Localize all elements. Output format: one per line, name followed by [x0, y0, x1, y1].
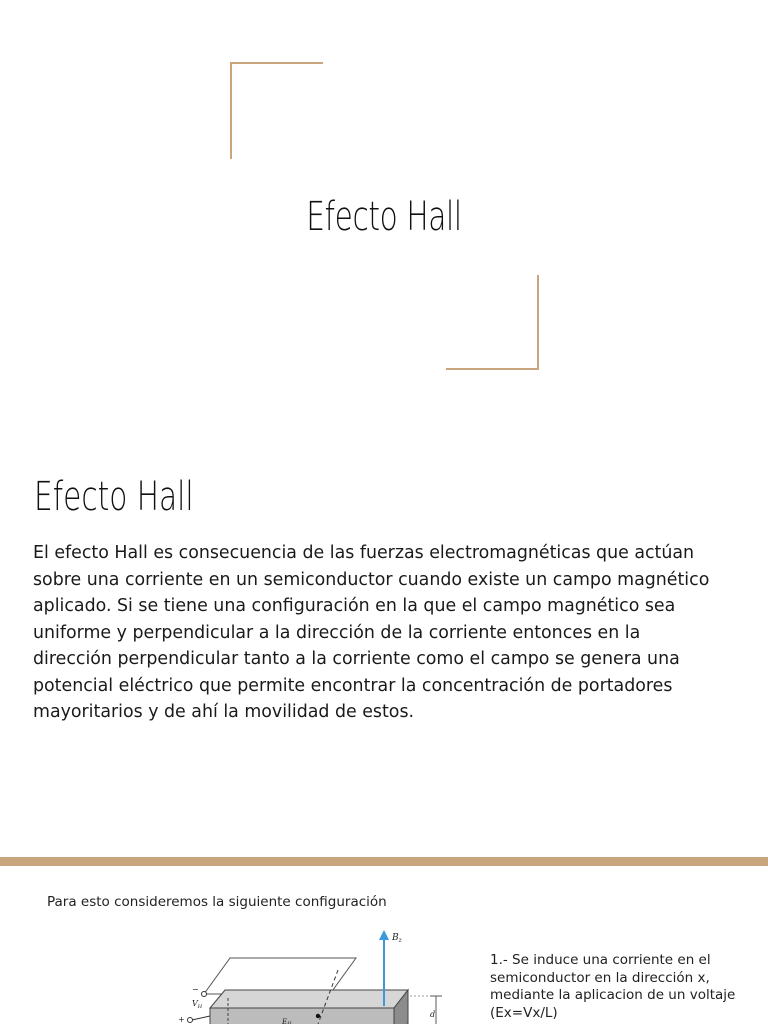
title-slide — [0, 0, 768, 420]
corner-frame-bottom-right — [446, 275, 539, 370]
paragraph-line: dirección perpendicular tanto a la corriente como el campo se genera una — [33, 649, 680, 669]
paragraph-line: mayoritarios y de ahí la movilidad de estos. — [33, 702, 415, 722]
diagram-slide — [0, 866, 768, 1024]
section-heading: Efecto Hall — [34, 474, 194, 520]
corner-frame-top-left — [230, 62, 323, 159]
slide-divider-bar — [0, 857, 768, 866]
slide-title: Efecto Hall — [306, 194, 462, 240]
paragraph-line: sobre una corriente en un semiconductor cuando existe un campo magnético — [33, 569, 710, 590]
paragraph-line: El efecto Hall es consecuencia de las fuerzas electromagnéticas que actúan — [33, 543, 695, 563]
semiconductor-front-face — [210, 1008, 394, 1024]
label-d: d — [430, 1010, 436, 1019]
note-line: 1.- Se induce una corriente en el — [490, 952, 711, 968]
hall-point — [316, 1014, 320, 1018]
paragraph-line: potencial eléctrico que permite encontrar la concentración de portadores — [33, 675, 673, 696]
label-bz: $B_z$ — [392, 933, 402, 944]
note-line: mediante la aplicacion de un voltaje — [490, 987, 736, 1003]
body-paragraph — [33, 540, 733, 726]
label-minus: − — [192, 985, 199, 994]
contact-plate-outline — [204, 958, 356, 994]
terminal-top — [202, 992, 207, 997]
terminal-wire — [192, 1016, 210, 1020]
label-plus: + — [178, 1015, 185, 1024]
semiconductor-top-face — [210, 990, 408, 1008]
step-note — [490, 952, 760, 1022]
label-e: EH — [282, 1018, 292, 1024]
label-vh: $V_H$ — [192, 999, 203, 1010]
note-line: (Ex=Vx/L) — [490, 1004, 558, 1021]
paragraph-line: uniforme y perpendicular a la dirección de la corriente entonces en la — [33, 622, 641, 643]
hall-effect-diagram — [170, 928, 460, 1024]
arrow-head-icon — [379, 930, 389, 940]
terminal-bottom — [188, 1018, 193, 1023]
intro-text: Para esto consideremos la siguiente configuración — [47, 894, 387, 910]
paragraph-line: aplicado. Si se tiene una configuración en la que el campo magnético sea — [33, 596, 676, 616]
text-slide — [0, 420, 768, 857]
note-line: semiconductor en la dirección x, — [490, 969, 710, 986]
